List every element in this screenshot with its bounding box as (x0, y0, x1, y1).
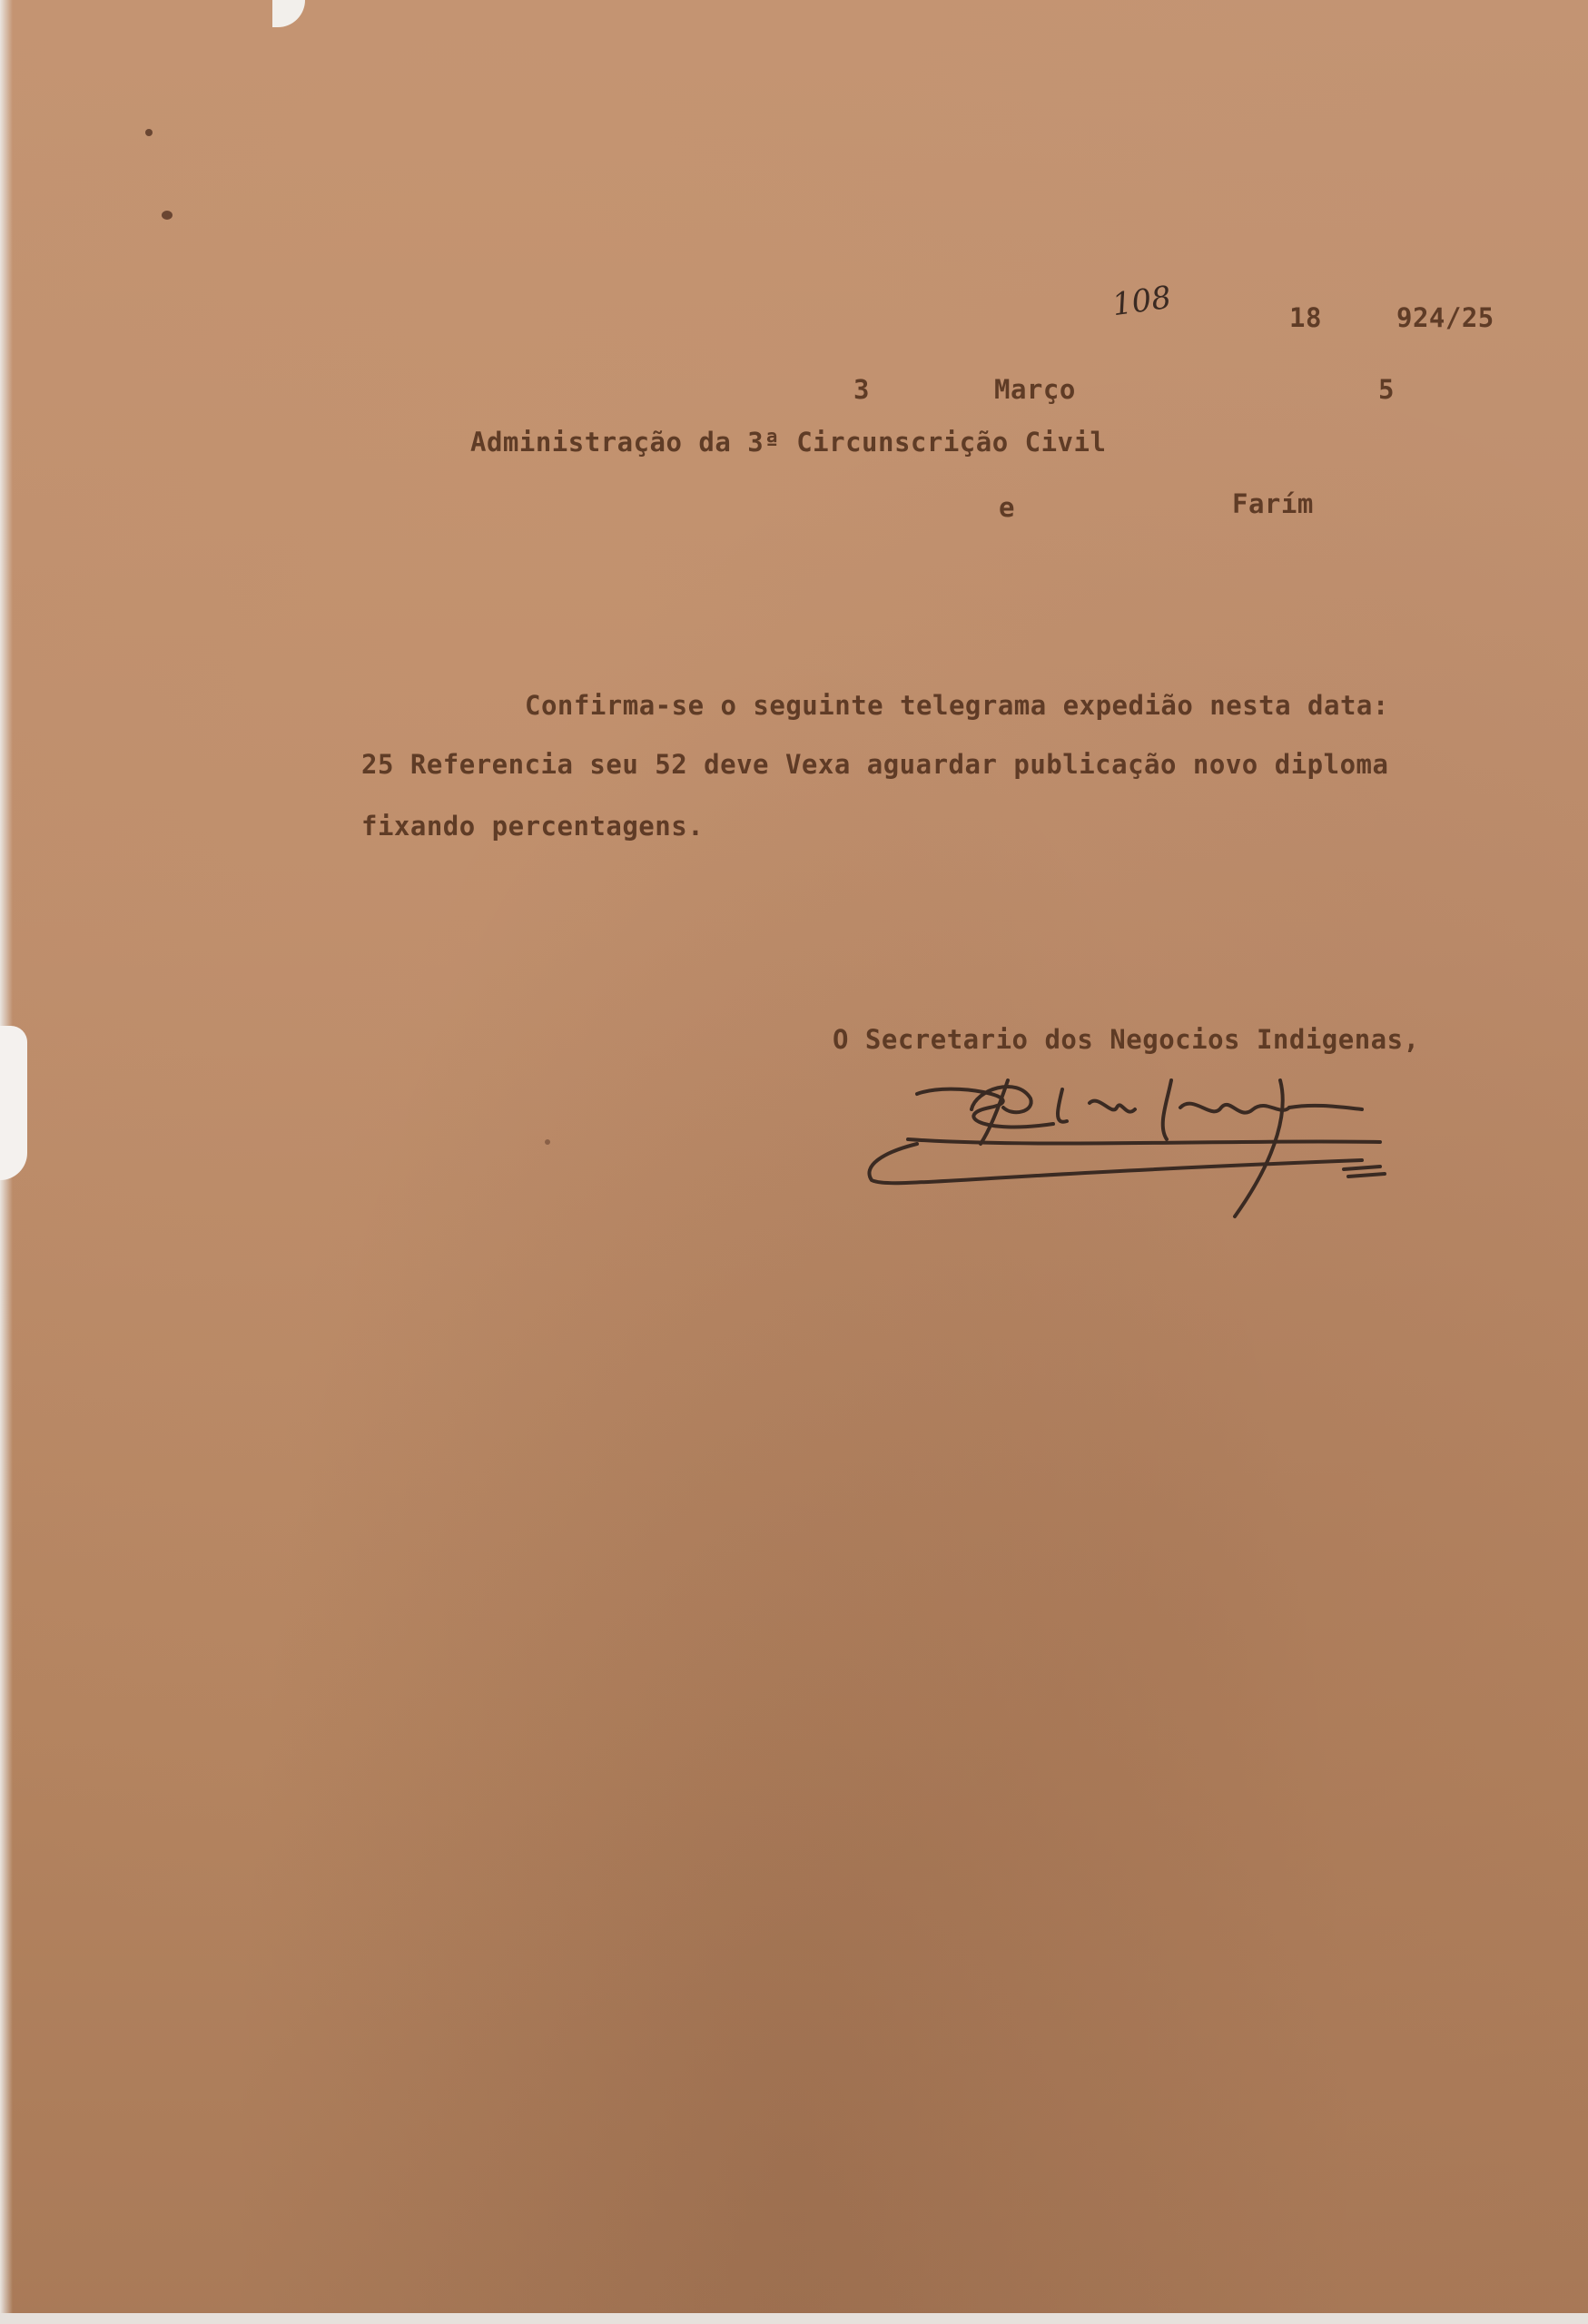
ink-spot (162, 211, 173, 220)
addressee-line: Administração da 3ª Circunscrição Civil (470, 427, 1107, 458)
date-day: 3 (853, 374, 870, 405)
signatory-title: O Secretario dos Negocios Indigenas, (833, 1024, 1420, 1055)
date-year: 5 (1378, 374, 1395, 405)
handwritten-number: 108 (1110, 279, 1174, 324)
body-line-2: 25 Referencia seu 52 deve Vexa aguardar publicação novo diploma (361, 749, 1389, 780)
ink-spot (145, 129, 153, 136)
body-line-1: Confirma-se o seguinte telegrama expedião nesta data: (525, 690, 1389, 721)
reference-number: 18 (1289, 302, 1322, 333)
paper-tear-top (272, 0, 305, 27)
body-line-3: fixando percentagens. (361, 811, 705, 842)
paper-tear-left (0, 1026, 27, 1180)
page-edge-bottom (0, 2313, 1588, 2324)
handwritten-signature (853, 1053, 1416, 1226)
date-month: Março (994, 374, 1076, 405)
place-name: Farím (1232, 488, 1314, 519)
reference-code: 924/25 (1396, 302, 1494, 333)
ink-spot (545, 1139, 550, 1145)
place-conjunction: e (999, 492, 1015, 523)
